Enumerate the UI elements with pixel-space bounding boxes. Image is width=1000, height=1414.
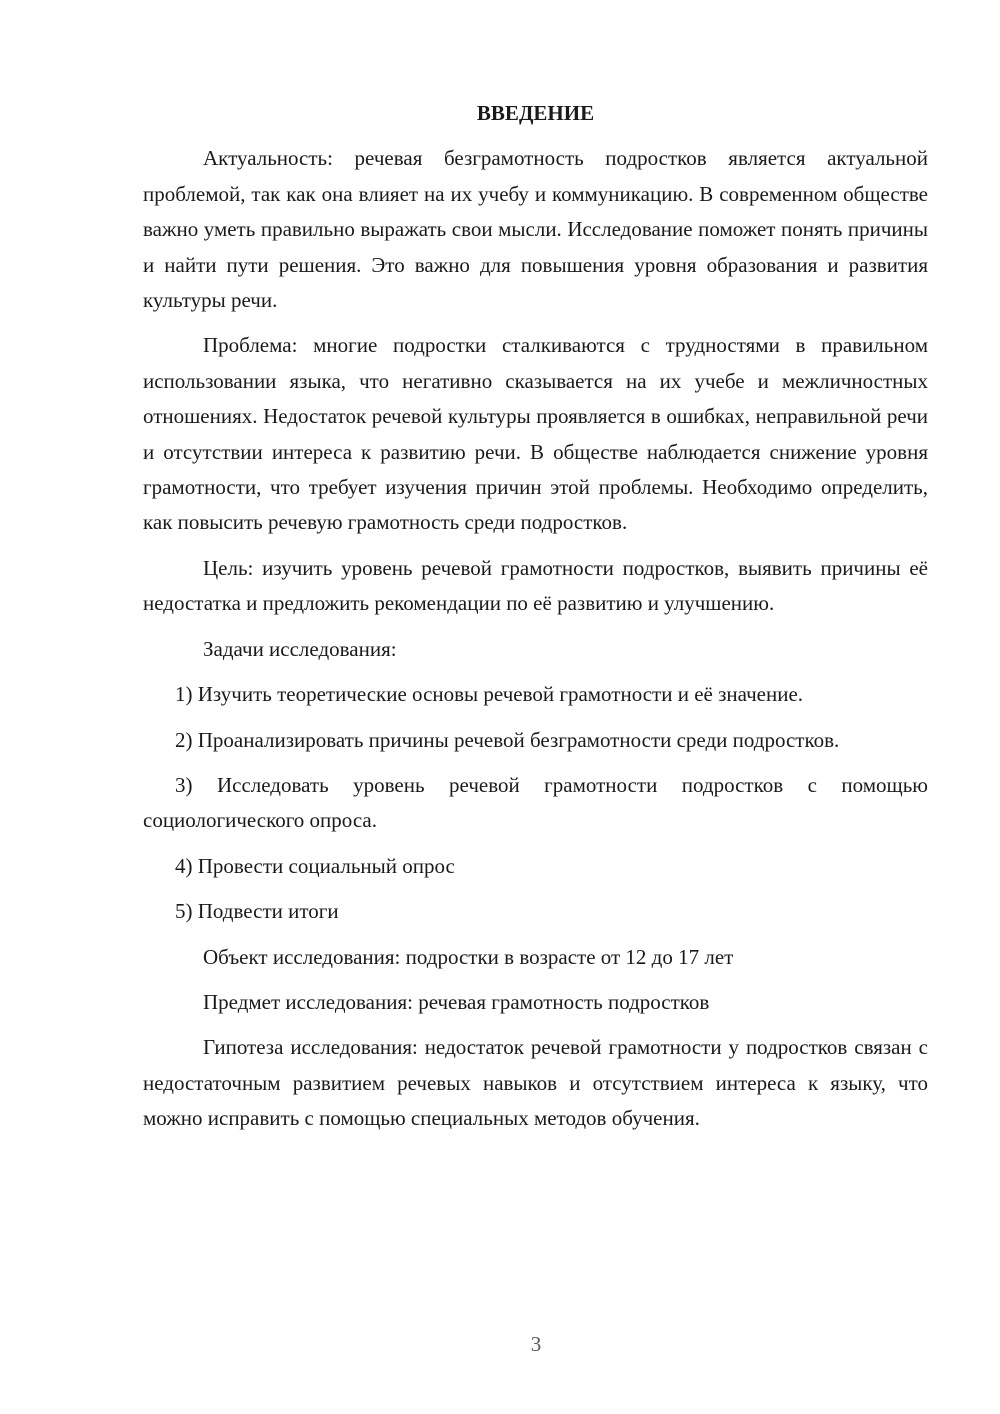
section-title: ВВЕДЕНИЕ (476, 101, 595, 125)
page-number: 3 (530, 1332, 542, 1356)
paragraph-tasks-heading: Задачи исследования: (203, 636, 397, 661)
paragraph-subject: Предмет исследования: речевая грамотность подростков (203, 989, 710, 1014)
task-item: 5) Подвести итоги (175, 899, 339, 924)
task-item: 2) Проанализировать причины речевой безграмотности среди подростков. (175, 727, 840, 752)
task-item: 4) Провести социальный опрос (175, 853, 455, 878)
paragraph-hypothesis: Гипотеза исследования: недостаток речевой грамотности у подростков связан с недостаточным развитием речевых навыков и отсутствием интереса к языку, что можно исправить с помощью специальных методов обучения. (143, 1035, 928, 1131)
paragraph-problem: Проблема: многие подростки сталкиваются с трудностями в правильном использовании языка, что негативно сказывается на их учебе и межличностных отношениях. Недостаток речевой культуры проявляется в ошибках, неправильной речи и отсутствии интереса к развитию речи. В обществе наблюдается снижение уровня грамотности, что требует изучения причин этой проблемы. Необходимо определить, как повысить речевую грамотность среди подростков. (143, 333, 928, 535)
paragraph-object: Объект исследования: подростки в возрасте от 12 до 17 лет (203, 944, 734, 969)
paragraph-goal: Цель: изучить уровень речевой грамотности подростков, выявить причины её недостатка и предложить рекомендации по её развитию и улучшению. (143, 555, 928, 616)
task-item: 1) Изучить теоретические основы речевой грамотности и её значение. (175, 682, 804, 707)
task-item: 3) Исследовать уровень речевой грамотности подростков с помощью социологического опроса. (143, 772, 928, 833)
paragraph-relevance: Актуальность: речевая безграмотность подростков является актуальной проблемой, так как она влияет на их учебу и коммуникацию. В современном обществе важно уметь правильно выражать свои мысли. Исследование поможет понять причины и найти пути решения. Это важно для повышения уровня образования и развития культуры речи. (143, 146, 928, 313)
page-content (143, 96, 928, 1147)
